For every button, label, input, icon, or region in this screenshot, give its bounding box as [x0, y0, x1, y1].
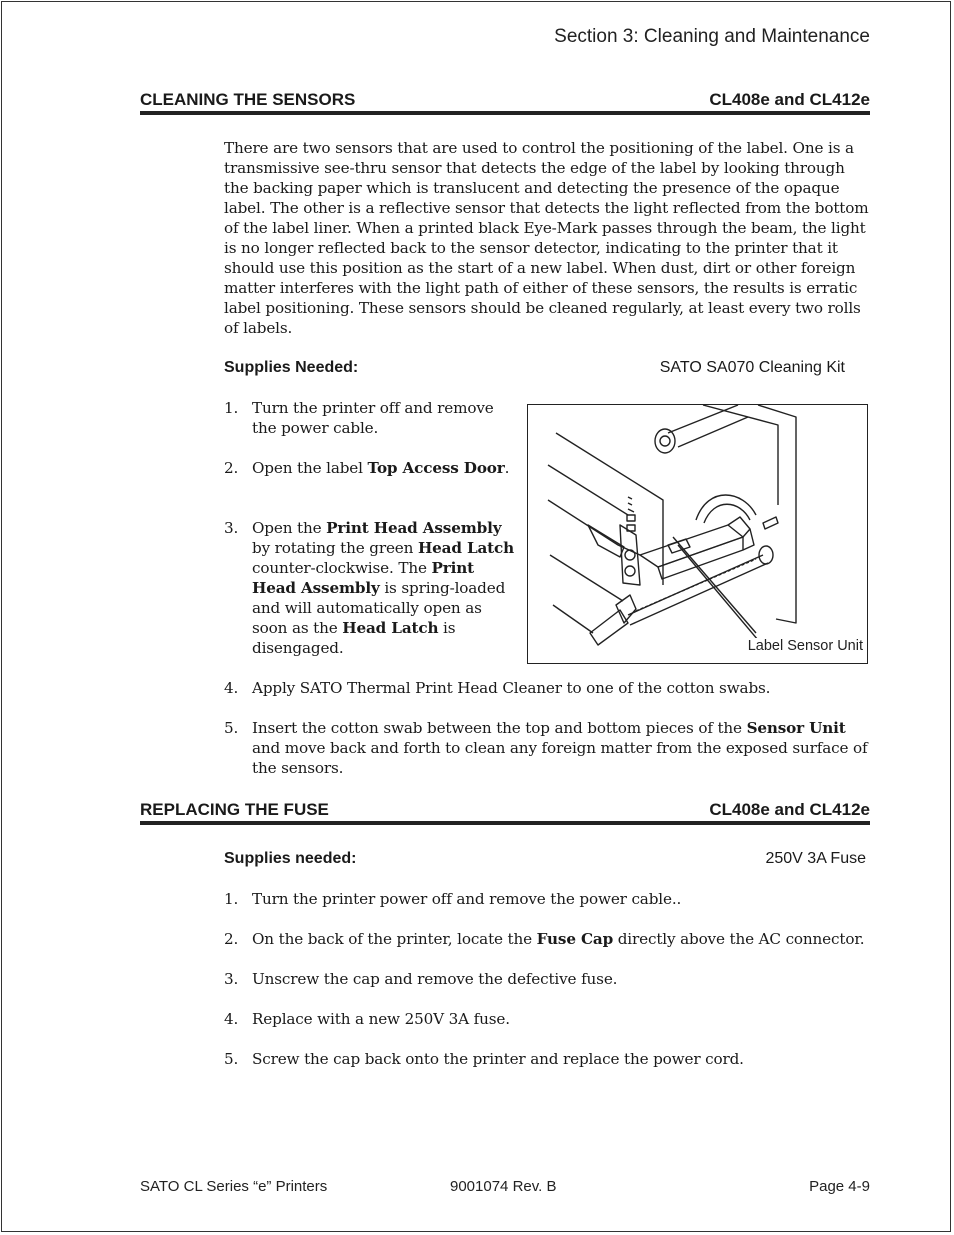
fuse-title: REPLACING THE FUSE: [140, 800, 329, 819]
step-text: Turn the printer off and remove the power cable.: [252, 399, 494, 437]
sensors-step-3: [224, 518, 516, 658]
step-number: 2.: [224, 930, 239, 948]
head-latch-term: Head Latch: [417, 539, 515, 557]
step-text: Replace with a new 250V 3A fuse.: [252, 1010, 510, 1028]
fuse-step-4: [224, 1009, 869, 1029]
print-head-assembly-term: Print Head Assembly: [252, 559, 474, 597]
printer-mechanism-drawing: [528, 405, 868, 664]
step-number: 1.: [224, 890, 239, 908]
sensors-step-4: [224, 678, 869, 698]
step-text: Open the label Top Access Door.: [252, 459, 510, 477]
fuse-models: CL408e and CL412e: [709, 800, 870, 819]
step-number: 5.: [224, 719, 239, 737]
footer-doc-number: 9001074 Rev. B: [450, 1178, 557, 1195]
figure-caption: Label Sensor Unit: [747, 638, 863, 654]
fuse-cap-term: Fuse Cap: [536, 930, 614, 948]
step-number: 2.: [224, 459, 239, 477]
step-text: Insert the cotton swab between the top and bottom pieces of the Sensor Unit and move back and forth to clean any foreign matter from the exposed surface of the sensors.: [252, 719, 868, 777]
label-sensor-figure: [527, 404, 868, 664]
footer-product: SATO CL Series “e” Printers: [140, 1178, 328, 1195]
step-number: 1.: [224, 399, 239, 417]
step-number: 5.: [224, 1050, 239, 1068]
fuse-step-5: [224, 1049, 869, 1069]
head-latch-term: Head Latch: [342, 619, 439, 637]
step-text: On the back of the printer, locate the Fuse Cap directly above the AC connector.: [252, 930, 865, 948]
sensors-step-1: [224, 398, 516, 438]
sensors-models: CL408e and CL412e: [709, 90, 870, 109]
print-head-assembly-term: Print Head Assembly: [326, 519, 502, 537]
step-text: Open the Print Head Assembly by rotating the green Head Latch counter-clockwise. The Print Head Assembly is spring-loaded and will automatically open as soon as the Head Latch is disengaged.: [252, 519, 515, 657]
fuse-step-3: [224, 969, 869, 989]
step-text: Screw the cap back onto the printer and replace the power cord.: [252, 1050, 744, 1068]
step-text: Turn the printer power off and remove the power cable..: [252, 890, 682, 908]
step-number: 4.: [224, 1010, 239, 1028]
fuse-step-2: [224, 929, 869, 949]
sensor-unit-term: Sensor Unit: [746, 719, 846, 737]
step-text: Unscrew the cap and remove the defective fuse.: [252, 970, 618, 988]
fuse-supplies: [224, 850, 866, 868]
step-number: 4.: [224, 679, 239, 697]
fuse-heading: [140, 800, 870, 825]
sensors-heading: [140, 90, 870, 115]
top-access-door-term: Top Access Door: [367, 459, 505, 477]
sensors-supplies-value: SATO SA070 Cleaning Kit: [659, 359, 845, 376]
sensors-step-5: [224, 718, 869, 778]
fuse-supplies-value: 250V 3A Fuse: [765, 850, 866, 867]
step-number: 3.: [224, 970, 239, 988]
sensors-supplies-label: Supplies Needed:: [224, 359, 359, 376]
step-number: 3.: [224, 519, 239, 537]
section-header: Section 3: Cleaning and Maintenance: [554, 26, 870, 47]
sensors-title: CLEANING THE SENSORS: [140, 90, 356, 109]
footer-page-number: Page 4-9: [809, 1178, 870, 1195]
step-text: Apply SATO Thermal Print Head Cleaner to one of the cotton swabs.: [252, 679, 771, 697]
sensors-step-2: [224, 458, 516, 478]
sensors-supplies: [224, 359, 845, 377]
fuse-step-1: [224, 889, 869, 909]
sensors-intro: There are two sensors that are used to control the positioning of the label. One is a transmissive see-thru sensor that detects the edge of the label by looking through the backing paper which is translucent and detecting the presence of the opaque label. The other is a reflective sensor that detects the light reflected from the bottom of the label liner. When a printed black Eye-Mark passes through the beam, the light is no longer reflected back to the sensor detector, indicating to the printer that it should use this position as the start of a new label. When dust, dirt or other foreign matter interferes with the light path of either of these sensors, the results is erratic label positioning. These sensors should be cleaned regularly, at least every two rolls of labels.: [224, 139, 869, 337]
fuse-supplies-label: Supplies needed:: [224, 850, 357, 867]
